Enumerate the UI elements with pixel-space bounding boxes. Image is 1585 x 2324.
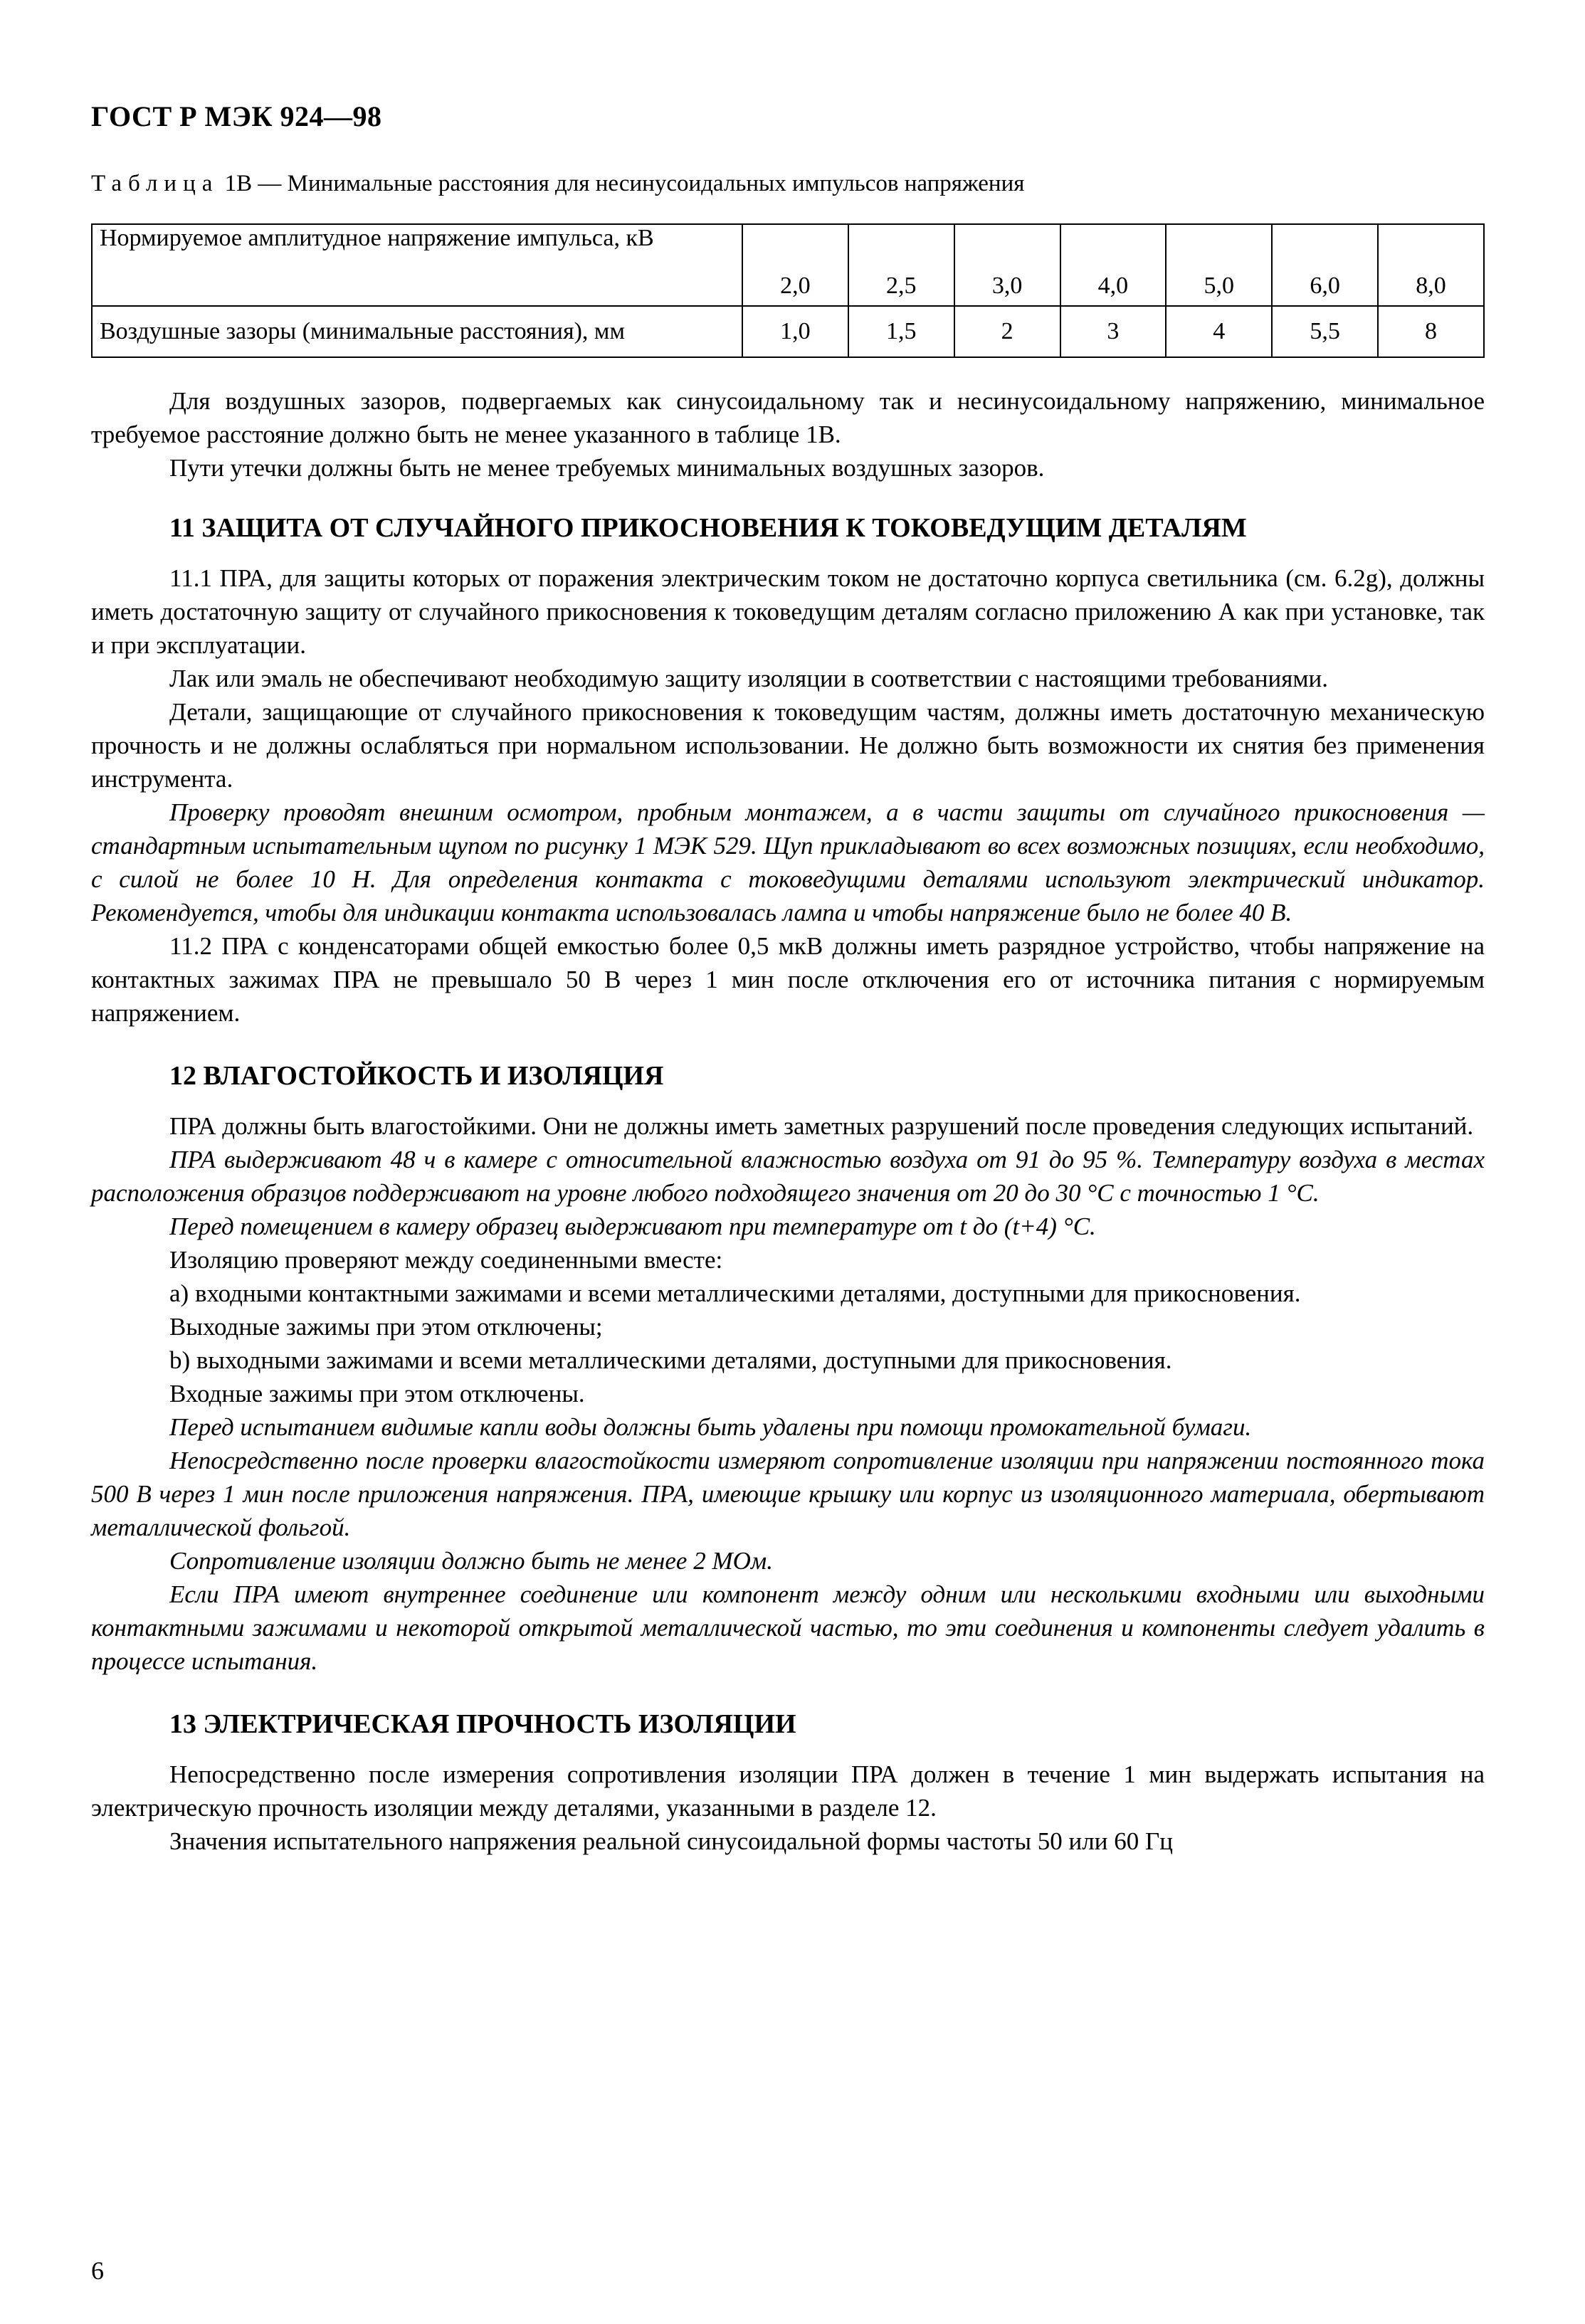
table-caption-text: 1В — Минимальные расстояния для несинусоидальных импульсов напряжения <box>224 171 1025 196</box>
section-heading-12: 12 ВЛАГОСТОЙКОСТЬ И ИЗОЛЯЦИЯ <box>169 1061 664 1091</box>
paragraph: 11.2 ПРА с конденсаторами общей емкостью более 0,5 мкВ должны иметь разрядное устройство, чтобы напряжение на контактных зажимах ПРА не превышало 50 В через 1 мин после отключения его от источника питания с нормируемым напряжением. <box>91 932 1485 1027</box>
table-cell: 3 <box>1060 306 1167 357</box>
paragraph-italic: Перед помещением в камеру образец выдерживают при температуре от t до (t+4) °С. <box>169 1213 1096 1240</box>
paragraph: Детали, защищающие от случайного прикосновения к токоведущим частям, должны иметь достаточную механическую прочность и не должны ослабляться при нормальном использовании. Не должно быть возможности их снятия без применения инструмента. <box>91 698 1485 793</box>
paragraph: b) выходными зажимами и всеми металлическими деталями, доступными для прикосновения. <box>169 1346 1172 1374</box>
paragraph: Лак или эмаль не обеспечивают необходимую защиту изоляции в соответствии с настоящими требованиями. <box>169 665 1329 692</box>
table-caption-word: Таблица <box>91 171 219 196</box>
document-header: ГОСТ Р МЭК 924—98 <box>91 100 382 132</box>
paragraph: а) входными контактными зажимами и всеми металлическими деталями, доступными для прикосновения. <box>169 1279 1301 1307</box>
table-row-voltage <box>92 224 1484 306</box>
section-heading-13: 13 ЭЛЕКТРИЧЕСКАЯ ПРОЧНОСТЬ ИЗОЛЯЦИИ <box>169 1709 796 1739</box>
table-cell: 2 <box>954 306 1060 357</box>
paragraph-italic: Перед испытанием видимые капли воды должны быть удалены при помощи промокательной бумаги. <box>169 1413 1252 1441</box>
table-row-label: Воздушные зазоры (минимальные расстояния), мм <box>92 306 742 357</box>
table-row-label: Нормируемое амплитудное напряжение импульса, кВ <box>92 224 742 306</box>
table-cell: 8,0 <box>1378 224 1484 306</box>
table-cell: 2,0 <box>742 224 848 306</box>
paragraph-italic: Непосредственно после проверки влагостойкости измеряют сопротивление изоляции при напряжении постоянного тока 500 В через 1 мин после приложения напряжения. ПРА, имеющие крышку или корпус из изоляционного материала, обертывают металлической фольгой. <box>91 1447 1485 1541</box>
paragraph: Для воздушных зазоров, подвергаемых как синусоидальному так и несинусоидальному напряжению, минимальное требуемое расстояние должно быть не менее указанного в таблице 1В. <box>91 387 1485 448</box>
table-cell: 4 <box>1166 306 1272 357</box>
paragraph: Выходные зажимы при этом отключены; <box>169 1313 603 1341</box>
table-caption <box>91 171 1024 197</box>
table-cell: 4,0 <box>1060 224 1167 306</box>
table-cell: 3,0 <box>954 224 1060 306</box>
table-cell: 5,0 <box>1166 224 1272 306</box>
paragraph: Непосредственно после измерения сопротивления изоляции ПРА должен в течение 1 мин выдержать испытания на электрическую прочность изоляции между деталями, указанными в разделе 12. <box>91 1760 1485 1822</box>
paragraph-italic: Сопротивление изоляции должно быть не менее 2 МОм. <box>169 1547 773 1575</box>
paragraph: Значения испытательного напряжения реальной синусоидальной формы частоты 50 или 60 Гц <box>169 1827 1173 1855</box>
table-cell: 1,5 <box>848 306 954 357</box>
table-cell: 8 <box>1378 306 1484 357</box>
paragraph: Изоляцию проверяют между соединенными вместе: <box>169 1246 723 1274</box>
page-number: 6 <box>91 2256 104 2285</box>
table-cell: 5,5 <box>1272 306 1378 357</box>
paragraph-italic: Проверку проводят внешним осмотром, пробным монтажем, а в части защиты от случайного прикосновения — стандартным испытательным щупом по рисунку 1 МЭК 529. Щуп прикладывают во всех возможных позициях, если необходимо, с силой не более 10 Н. Для определения контакта с токоведущими деталями используют электрический индикатор. Рекомендуется, чтобы для индикации контакта использовалась лампа и чтобы напряжение было не более 40 В. <box>91 798 1485 926</box>
clearance-table <box>91 223 1485 358</box>
paragraph-italic: ПРА выдерживают 48 ч в камере с относительной влажностью воздуха от 91 до 95 %. Температуру воздуха в местах расположения образцов поддерживают на уровне любого подходящего значения от 20 до 30 °С с точностью 1 °С. <box>91 1146 1485 1207</box>
paragraph: Входные зажимы при этом отключены. <box>169 1380 585 1407</box>
table-cell: 2,5 <box>848 224 954 306</box>
table-row-clearance <box>92 306 1484 357</box>
paragraph: 11.1 ПРА, для защиты которых от поражения электрическим током не достаточно корпуса светильника (см. 6.2g), должны иметь достаточную защиту от случайного прикосновения к токоведущим деталям согласно приложению А как при установке, так и при эксплуатации. <box>91 564 1485 659</box>
paragraph-italic: Если ПРА имеют внутреннее соединение или компонент между одним или несколькими входными или выходными контактными зажимами и некоторой открытой металлической частью, то эти соединения и компоненты следует удалить в процессе испытания. <box>91 1580 1485 1675</box>
table-cell: 1,0 <box>742 306 848 357</box>
paragraph: Пути утечки должны быть не менее требуемых минимальных воздушных зазоров. <box>169 454 1045 482</box>
document-body <box>91 384 1485 1858</box>
paragraph: ПРА должны быть влагостойкими. Они не должны иметь заметных разрушений после проведения следующих испытаний. <box>169 1112 1474 1140</box>
section-heading-11: 11 ЗАЩИТА ОТ СЛУЧАЙНОГО ПРИКОСНОВЕНИЯ К ТОКОВЕДУЩИМ ДЕТАЛЯМ <box>169 513 1247 543</box>
table-cell: 6,0 <box>1272 224 1378 306</box>
